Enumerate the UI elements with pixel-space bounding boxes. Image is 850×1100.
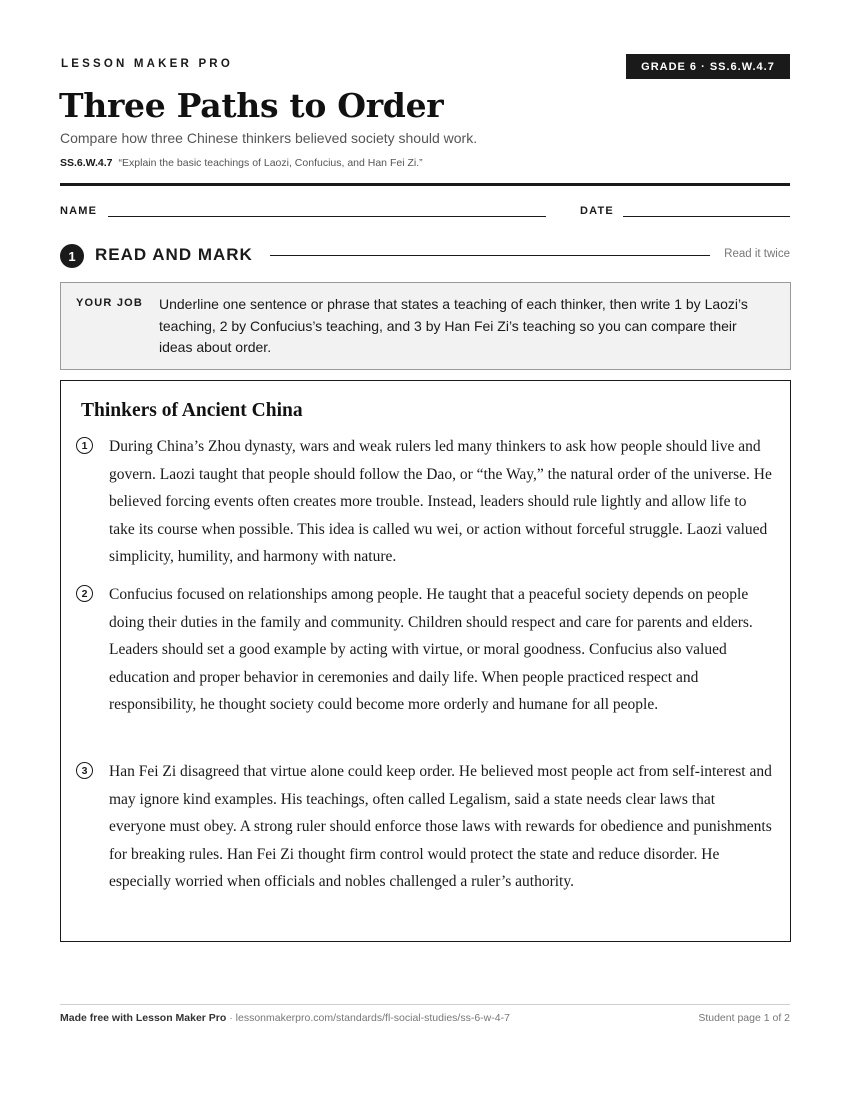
footer-made: Made free with Lesson Maker Pro bbox=[60, 1012, 227, 1024]
passage-title: Thinkers of Ancient China bbox=[81, 400, 303, 421]
section-hint: Read it twice bbox=[724, 248, 790, 260]
page-title: Three Paths to Order bbox=[59, 86, 444, 125]
section-divider bbox=[270, 255, 710, 256]
grade-badge: GRADE 6 · SS.6.W.4.7 bbox=[626, 54, 790, 79]
name-field[interactable] bbox=[108, 216, 546, 217]
name-label: NAME bbox=[60, 205, 98, 217]
paragraph-text[interactable]: Confucius focused on relationships among people. He taught that a peaceful society depends on people doing their duties in the family and community. Children should respect and care for parents and elders. Leaders should set a good example by acting with virtue, or moral goodness. Confucius also valued education and proper behavior in ceremonies and daily life. When people practiced respect and responsibility, he thought society could become more orderly and humane for all people. bbox=[109, 586, 753, 713]
footer-page-number: Student page 1 of 2 bbox=[698, 1012, 790, 1024]
paragraph-number: 2 bbox=[76, 585, 93, 602]
paragraph-number: 1 bbox=[76, 437, 93, 454]
date-label: DATE bbox=[580, 205, 614, 217]
header-divider bbox=[60, 183, 790, 186]
date-field[interactable] bbox=[623, 216, 790, 217]
section-number: 1 bbox=[60, 244, 84, 268]
instructions-text: Underline one sentence or phrase that states a teaching of each thinker, then write 1 by Laozi’s teaching, 2 by Confucius’s teaching, and 3 by Han Fei Zi’s teaching so you can compare their ideas about order. bbox=[159, 296, 748, 355]
section-title: READ AND MARK bbox=[95, 245, 253, 264]
standard-text: “Explain the basic teachings of Laozi, Confucius, and Han Fei Zi.” bbox=[118, 157, 423, 169]
footer-url[interactable]: · lessonmakerpro.com/standards/fl-social-studies/ss-6-w-4-7 bbox=[229, 1012, 510, 1024]
brand-name: LESSON MAKER PRO bbox=[61, 58, 233, 70]
instructions-box bbox=[60, 282, 791, 370]
paragraph-text[interactable]: During China’s Zhou dynasty, wars and weak rulers led many thinkers to ask how people should live and govern. Laozi taught that people should follow the Dao, or “the Way,” the natural order of the universe. He believed forcing events often creates more trouble. Instead, leaders should rule lightly and allow life to take its course when possible. This idea is called wu wei, or action without forceful struggle. Laozi valued simplicity, humility, and harmony with nature. bbox=[109, 438, 772, 565]
page-subtitle: Compare how three Chinese thinkers believed society should work. bbox=[60, 130, 478, 146]
instructions-label: YOUR JOB bbox=[76, 297, 144, 309]
footer-credit bbox=[60, 1012, 510, 1024]
paragraph-number: 3 bbox=[76, 762, 93, 779]
footer-divider bbox=[60, 1004, 790, 1005]
standard-line bbox=[60, 157, 423, 169]
standard-code: SS.6.W.4.7 bbox=[60, 157, 113, 169]
reading-passage bbox=[60, 380, 791, 942]
paragraph-text[interactable]: Han Fei Zi disagreed that virtue alone could keep order. He believed most people act from self-interest and may ignore kind examples. His teachings, often called Legalism, said a state needs clear laws that everyone must obey. A strong ruler should enforce those laws with rewards for obedience and punishments for breaking rules. Han Fei Zi thought firm control would protect the state and reduce disorder. He especially worried when officials and nobles challenged a ruler’s authority. bbox=[109, 763, 772, 890]
